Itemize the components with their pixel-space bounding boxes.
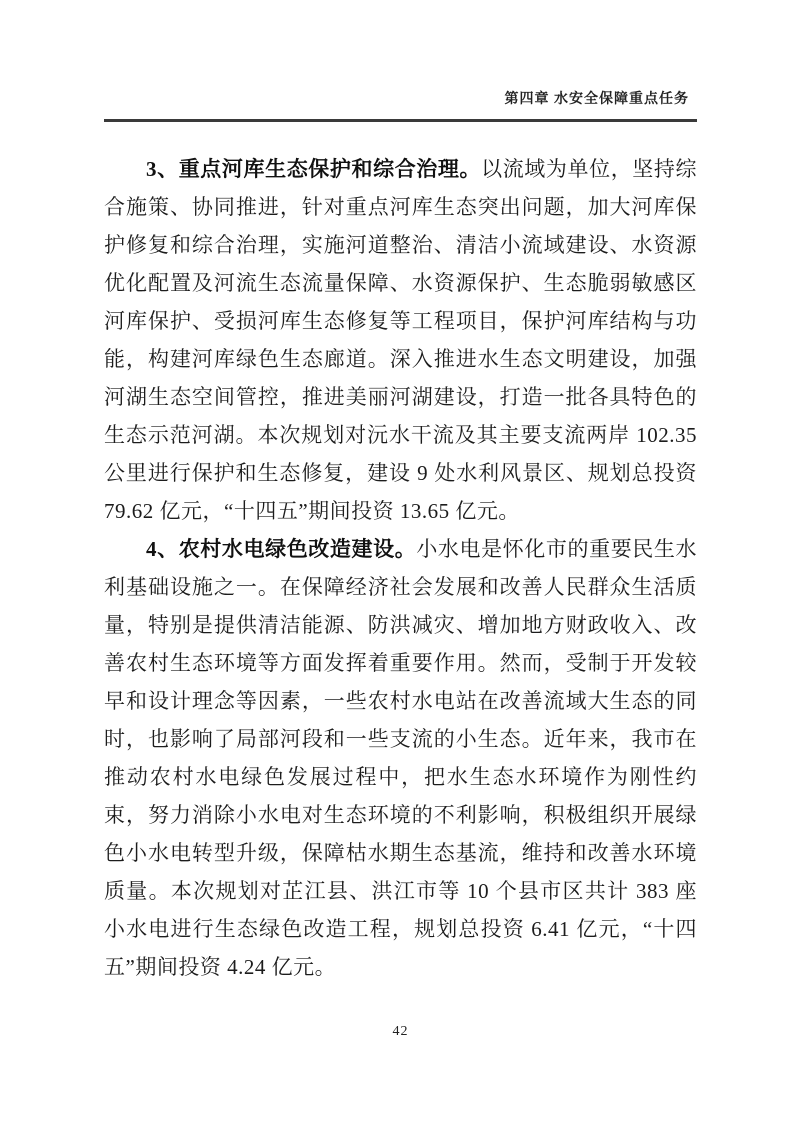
- chapter-title: 第四章 水安全保障重点任务: [504, 92, 689, 107]
- page-header: [104, 88, 697, 108]
- header-rule: [104, 119, 697, 122]
- paragraph-3-body: 以流域为单位，坚持综合施策、协同推进，针对重点河库生态突出问题，加大河库保护修复和综合治理，实施河道整治、清洁小流域建设、水资源优化配置及河流生态流量保障、水资源保护、生态脆弱敏感区河库保护、受损河库生态修复等工程项目，保护河库结构与功能，构建河库绿色生态廊道。深入推进水生态文明建设，加强河湖生态空间管控，推进美丽河湖建设，打造一批各具特色的生态示范河湖。本次规划对沅水干流及其主要支流两岸 102.35 公里进行保护和生态修复，建设 9 处水利风景区、规划总投资 79.62 亿元，“十四五”期间投资 13.65 亿元。: [104, 157, 698, 523]
- paragraph-3-lead: 3、重点河库生态保护和综合治理。: [146, 157, 482, 181]
- paragraph-4-lead: 4、农村水电绿色改造建设。: [146, 537, 417, 561]
- paragraph-4-body: 小水电是怀化市的重要民生水利基础设施之一。在保障经济社会发展和改善人民群众生活质量，特别是提供清洁能源、防洪减灾、增加地方财政收入、改善农村生态环境等方面发挥着重要作用。然而，受制于开发较早和设计理念等因素，一些农村水电站在改善流域大生态的同时，也影响了局部河段和一些支流的小生态。近年来，我市在推动农村水电绿色发展过程中，把水生态水环境作为刚性约束，努力消除小水电对生态环境的不利影响，积极组织开展绿色小水电转型升级，保障枯水期生态基流，维持和改善水环境质量。本次规划对芷江县、洪江市等 10 个县市区共计 383 座小水电进行生态绿色改造工程，规划总投资 6.41 亿元，“十四五”期间投资 4.24 亿元。: [104, 537, 698, 979]
- page-number: 42: [392, 1024, 409, 1039]
- paragraph-4: [104, 530, 697, 986]
- paragraph-3: [104, 150, 697, 530]
- page-footer: [104, 1022, 697, 1040]
- document-body: [104, 150, 697, 986]
